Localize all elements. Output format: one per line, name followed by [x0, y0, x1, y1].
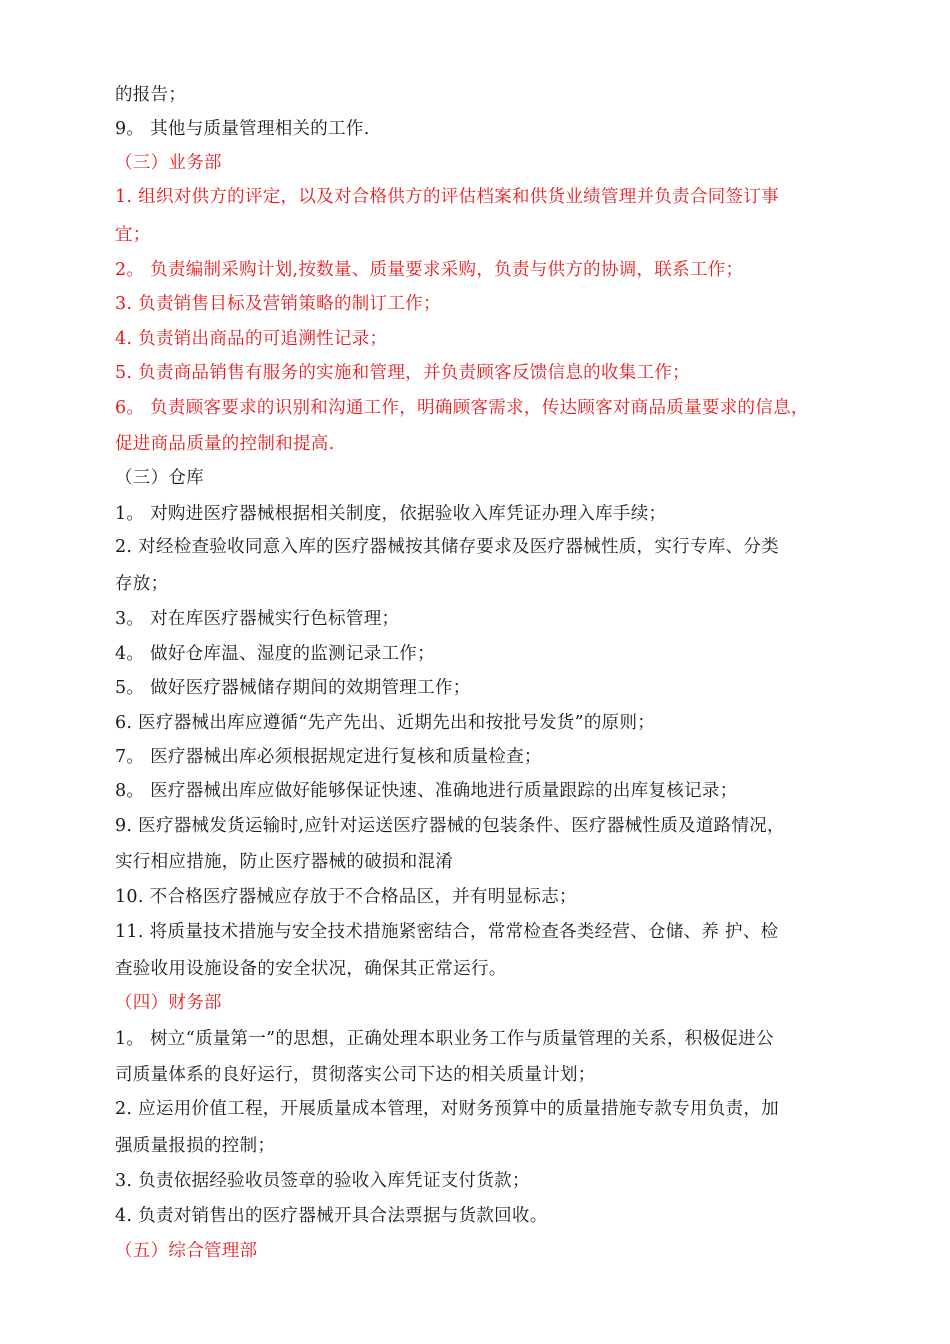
text-line: 1。 树立“质量第一”的思想，正确处理本职业务工作与质量管理的关系，积极促进公 — [115, 1029, 774, 1049]
text-line: 查验收用设施设备的安全状况，确保其正常运行。 — [115, 959, 507, 979]
text-line: 11. 将质量技术措施与安全技术措施紧密结合，常常检查各类经营、仓储、养 护、检 — [115, 922, 779, 942]
text-line: 2。 负责编制采购计划,按数量、质量要求采购，负责与供方的协调，联系工作； — [115, 260, 744, 280]
text-line: 5. 负责商品销售有服务的实施和管理，并负责顾客反馈信息的收集工作； — [115, 363, 690, 383]
text-line: 的报告； — [115, 85, 187, 105]
text-line: 促进商品质量的控制和提高. — [115, 434, 335, 454]
text-line: 2. 应运用价值工程，开展质量成本管理，对财务预算中的质量措施专款专用负责，加 — [115, 1099, 779, 1119]
text-line: 宜； — [115, 225, 151, 245]
text-line: 3. 负责依据经验收员签章的验收入库凭证支付货款； — [115, 1171, 530, 1191]
text-line: 3。 对在库医疗器械实行色标管理； — [115, 609, 400, 629]
text-line: 3. 负责销售目标及营销策略的制订工作； — [115, 294, 441, 314]
text-line: 6。 负责顾客要求的识别和沟通工作，明确顾客需求，传达顾客对商品质量要求的信息， — [115, 398, 809, 418]
section-heading: （四）财务部 — [115, 993, 222, 1013]
section-heading: （三）仓库 — [115, 468, 204, 488]
text-line: 10. 不合格医疗器械应存放于不合格品区，并有明显标志； — [115, 887, 577, 907]
text-line: 4. 负责销出商品的可追溯性记录； — [115, 329, 388, 349]
text-line: 1. 组织对供方的评定，以及对合格供方的评估档案和供货业绩管理并负责合同签订事 — [115, 187, 779, 207]
section-heading: （五）综合管理部 — [115, 1241, 258, 1261]
text-line: 4。 做好仓库温、湿度的监测记录工作； — [115, 644, 435, 664]
text-line: 存放； — [115, 574, 169, 594]
text-line: 8。 医疗器械出库应做好能够保证快速、准确地进行质量跟踪的出库复核记录； — [115, 781, 738, 801]
text-line: 实行相应措施，防止医疗器械的破损和混淆 — [115, 852, 454, 872]
text-line: 4. 负责对销售出的医疗器械开具合法票据与货款回收。 — [115, 1206, 548, 1226]
text-line: 5。 做好医疗器械储存期间的效期管理工作； — [115, 678, 471, 698]
text-line: 9. 医疗器械发货运输时,应针对运送医疗器械的包装条件、医疗器械性质及道路情况， — [115, 816, 785, 836]
text-line: 司质量体系的良好运行，贯彻落实公司下达的相关质量计划； — [115, 1065, 596, 1085]
section-heading: （三）业务部 — [115, 153, 222, 173]
text-line: 9。 其他与质量管理相关的工作. — [115, 119, 370, 139]
text-line: 6. 医疗器械出库应遵循“先产先出、近期先出和按批号发货”的原则； — [115, 713, 656, 733]
text-line: 强质量报损的控制； — [115, 1136, 276, 1156]
text-line: 7。 医疗器械出库必须根据规定进行复核和质量检查； — [115, 747, 542, 767]
text-line: 2. 对经检查验收同意入库的医疗器械按其储存要求及医疗器械性质，实行专库、分类 — [115, 537, 779, 557]
text-line: 1。 对购进医疗器械根据相关制度，依据验收入库凭证办理入库手续； — [115, 504, 667, 524]
